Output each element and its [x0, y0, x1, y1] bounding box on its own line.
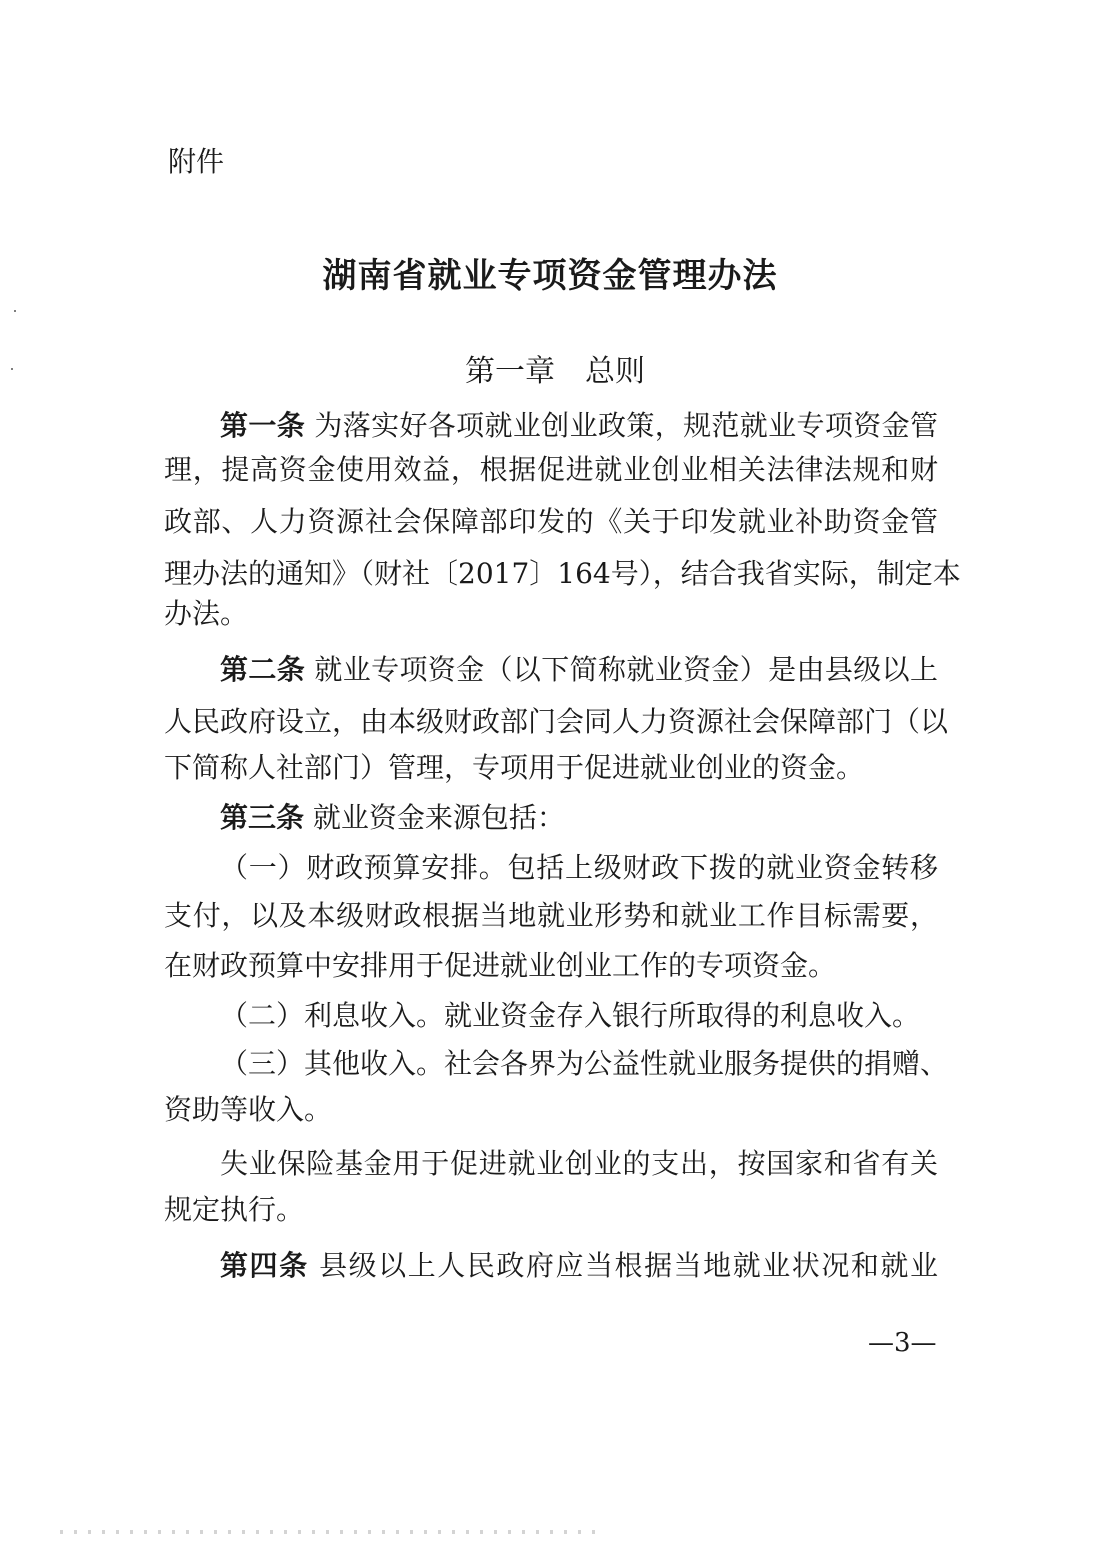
- article-2-line-1: 第二条 就业专项资金（以下简称就业资金）是由县级以上: [220, 653, 938, 686]
- article-3-item-1-line-2: 支付，以及本级财政根据当地就业形势和就业工作目标需要，: [164, 899, 938, 932]
- article-1-line-1: 第一条 为落实好各项就业创业政策，规范就业专项资金管: [220, 409, 938, 442]
- article-1-line-3: 政部、人力资源社会保障部印发的《关于印发就业补助资金管: [164, 505, 938, 538]
- article-1-line-5: 办法。: [164, 597, 249, 630]
- article-4-line-1: 第四条 县级以上人民政府应当根据当地就业状况和就业: [220, 1249, 938, 1282]
- article-3-item-1-line-3: 在财政预算中安排用于促进就业创业工作的专项资金。: [164, 949, 837, 982]
- article-4-label: 第四条: [220, 1249, 309, 1282]
- article-2-line-2: 人民政府设立，由本级财政部门会同人力资源社会保障部门（以: [164, 705, 949, 738]
- document-title: 湖南省就业专项资金管理办法: [322, 256, 778, 296]
- article-3-item-1-line-1: （一）财政预算安排。包括上级财政下拨的就业资金转移: [220, 851, 938, 884]
- article-2-line-3: 下简称人社部门）管理，专项用于促进就业创业的资金。: [164, 751, 865, 784]
- article-3-item-3-line-1: （三）其他收入。社会各界为公益性就业服务提供的捐赠、: [220, 1047, 949, 1080]
- article-2-label: 第二条: [220, 653, 306, 686]
- chapter-name: 总则: [585, 354, 645, 389]
- article-3-item-2: （二）利息收入。就业资金存入银行所取得的利息收入。: [220, 999, 921, 1032]
- chapter-number: 第一章: [465, 354, 555, 389]
- attachment-label: 附件: [168, 145, 225, 178]
- article-3-note-line-2: 规定执行。: [164, 1193, 305, 1226]
- article-3-line-1: 第三条 就业资金来源包括：: [220, 801, 565, 834]
- scan-speck: [14, 310, 16, 312]
- article-3-note-line-1: 失业保险基金用于促进就业创业的支出，按国家和省有关: [220, 1147, 938, 1180]
- article-1-label: 第一条: [220, 409, 306, 442]
- article-3-item-3-line-2: 资助等收入。: [164, 1093, 333, 1126]
- article-1-line-2: 理，提高资金使用效益，根据促进就业创业相关法律法规和财: [164, 453, 938, 486]
- article-1-line-4: 理办法的通知》（财社〔2017〕164号），结合我省实际，制定本: [164, 557, 961, 590]
- page-number: —3—: [868, 1328, 937, 1358]
- article-3-label: 第三条: [220, 801, 305, 834]
- chapter-heading: [0, 346, 1100, 390]
- scan-artifact-row: [60, 1530, 600, 1534]
